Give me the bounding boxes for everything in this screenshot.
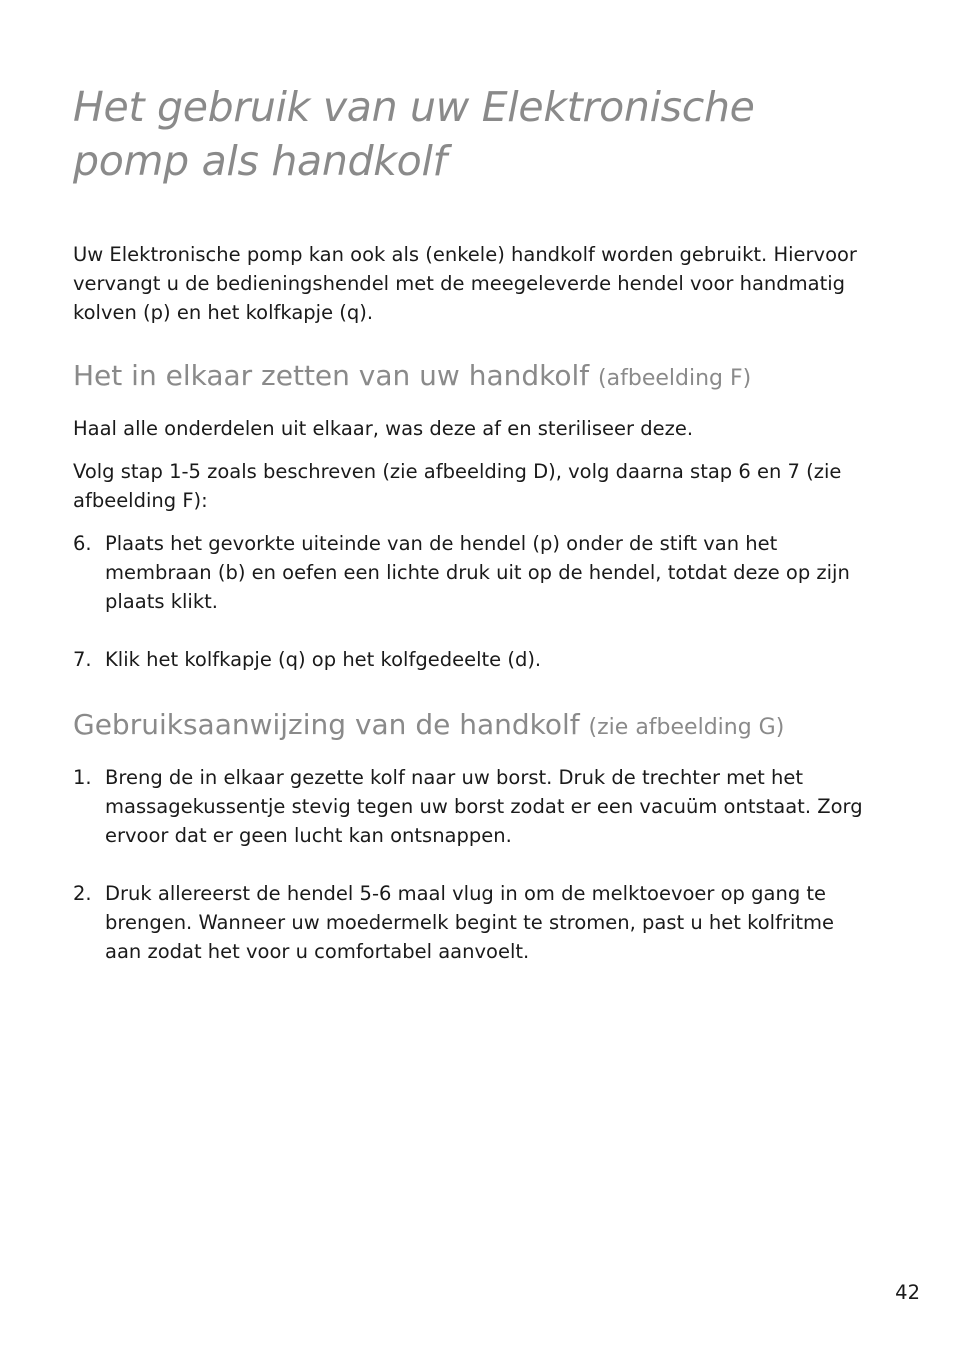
list-item bbox=[73, 529, 873, 616]
intro-paragraph: Uw Elektronische pomp kan ook als (enkele) handkolf worden gebruikt. Hiervoor vervangt u de bedieningshendel met de meegeleverde hendel voor handmatig kolven (p) en het kolfkapje (q). bbox=[73, 243, 857, 324]
page-number: 42 bbox=[895, 1281, 920, 1304]
assembly-paragraph-2: Volg stap 1-5 zoals beschreven (zie afbeelding D), volg daarna stap 6 en 7 (zie afbeelding F): bbox=[73, 460, 842, 512]
assembly-steps-list bbox=[73, 529, 873, 674]
step-number: 6. bbox=[73, 532, 92, 555]
step-number: 2. bbox=[73, 882, 92, 905]
step-number: 1. bbox=[73, 766, 92, 789]
section-heading-usage-text: Gebruiksaanwijzing van de handkolf bbox=[73, 708, 580, 741]
document-page bbox=[73, 80, 873, 966]
step-text: Plaats het gevorkte uiteinde van de hendel (p) onder de stift van het membraan (b) en oefen een lichte druk uit op de hendel, totdat deze op zijn plaats klikt. bbox=[105, 532, 850, 613]
step-number: 7. bbox=[73, 648, 92, 671]
section-heading-assembly-text: Het in elkaar zetten van uw handkolf bbox=[73, 359, 590, 392]
list-item bbox=[73, 879, 873, 966]
section-heading-assembly bbox=[73, 359, 873, 396]
section-heading-assembly-sub: (afbeelding F) bbox=[598, 366, 752, 391]
page-title: Het gebruik van uw Elektronische pomp als handkolf bbox=[73, 83, 755, 185]
list-item bbox=[73, 763, 873, 850]
section-heading-usage-sub: (zie afbeelding G) bbox=[588, 715, 785, 740]
assembly-paragraph-1: Haal alle onderdelen uit elkaar, was deze af en steriliseer deze. bbox=[73, 417, 694, 440]
section-heading-usage bbox=[73, 708, 873, 745]
step-text: Klik het kolfkapje (q) op het kolfgedeelte (d). bbox=[105, 648, 542, 671]
step-text: Druk allereerst de hendel 5-6 maal vlug in om de melktoevoer op gang te brengen. Wanneer uw moedermelk begint te stromen, past u het kolfritme aan zodat het voor u comfortabel aanvoelt. bbox=[105, 882, 835, 963]
usage-steps-list bbox=[73, 763, 873, 966]
step-text: Breng de in elkaar gezette kolf naar uw borst. Druk de trechter met het massagekussentje stevig tegen uw borst zodat er een vacuüm ontstaat. Zorg ervoor dat er geen lucht kan ontsnappen. bbox=[105, 766, 863, 847]
list-item bbox=[73, 645, 873, 674]
